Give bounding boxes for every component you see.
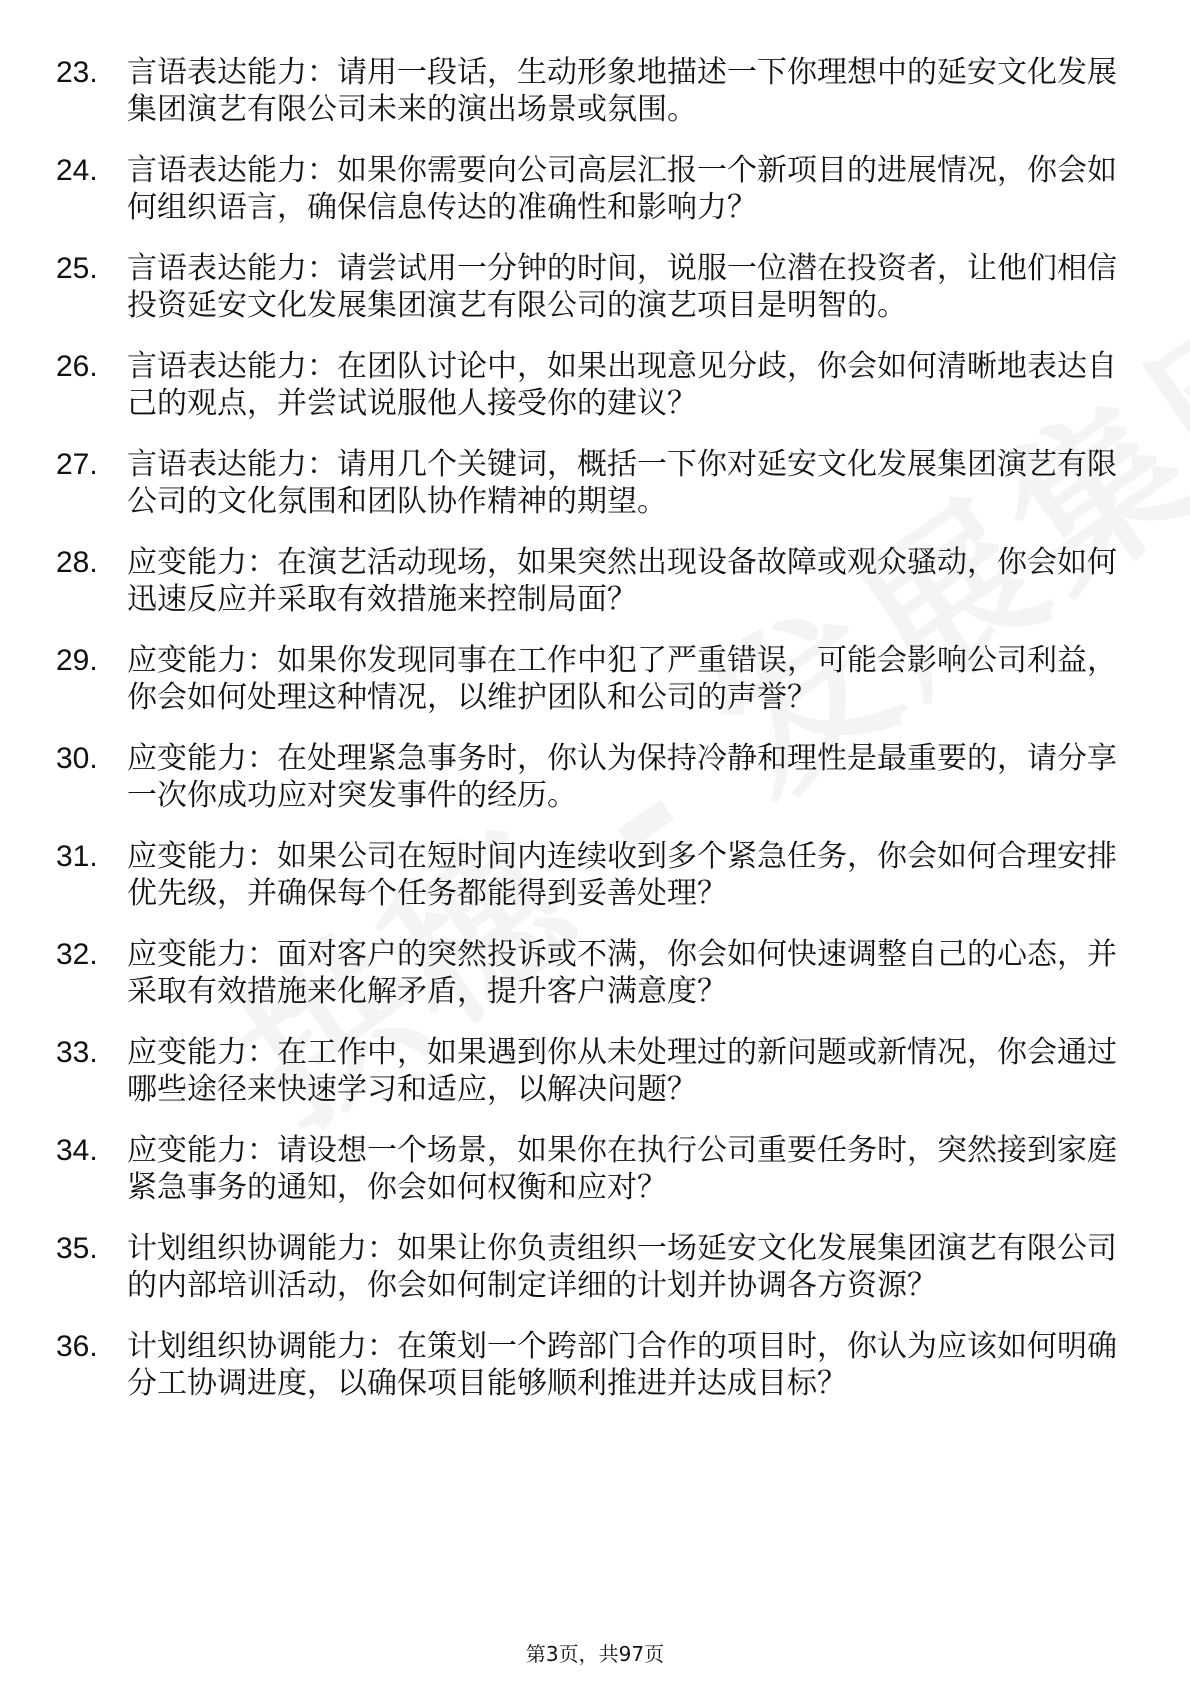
question-number: 27. [56,448,98,481]
question-number: 28. [56,546,98,579]
page-footer: 第3页，共97页 [525,1642,665,1666]
question-item [0,838,1117,912]
question-item [0,152,1117,226]
question-item [0,1132,1117,1206]
question-item [0,1230,1117,1304]
question-text: 言语表达能力：请用几个关键词，概括一下你对延安文化发展集团演艺有限公司的文化氛围和团队协作精神的期望。 [127,447,1117,519]
question-text: 计划组织协调能力：在策划一个跨部门合作的项目时，你认为应该如何明确分工协调进度，以确保项目能够顺利推进并达成目标？ [127,1329,1117,1401]
question-number: 23. [56,56,98,89]
question-item [0,544,1117,618]
question-item [0,348,1117,422]
question-text: 应变能力：请设想一个场景，如果你在执行公司重要任务时，突然接到家庭紧急事务的通知，你会如何权衡和应对？ [127,1133,1117,1205]
question-number: 32. [56,938,98,971]
question-number: 30. [56,742,98,775]
question-text: 言语表达能力：请尝试用一分钟的时间，说服一位潜在投资者，让他们相信投资延安文化发展集团演艺有限公司的演艺项目是明智的。 [127,251,1117,323]
question-text: 应变能力：在工作中，如果遇到你从未处理过的新问题或新情况，你会通过哪些途径来快速学习和适应，以解决问题？ [127,1035,1117,1107]
question-text: 应变能力：如果公司在短时间内连续收到多个紧急任务，你会如何合理安排优先级，并确保每个任务都能得到妥善处理？ [127,839,1117,911]
question-text: 应变能力：面对客户的突然投诉或不满，你会如何快速调整自己的心态，并采取有效措施来化解矛盾，提升客户满意度？ [127,937,1117,1009]
question-number: 33. [56,1036,98,1069]
question-number: 24. [56,154,98,187]
question-number: 35. [56,1232,98,1265]
question-list [0,54,1190,1426]
question-text: 计划组织协调能力：如果让你负责组织一场延安文化发展集团演艺有限公司的内部培训活动，你会如何制定详细的计划并协调各方资源？ [127,1231,1117,1303]
question-number: 36. [56,1330,98,1363]
question-item [0,1034,1117,1108]
question-text: 言语表达能力：在团队讨论中，如果出现意见分歧，你会如何清晰地表达自己的观点，并尝试说服他人接受你的建议？ [127,349,1117,421]
question-number: 29. [56,644,98,677]
question-item [0,250,1117,324]
question-item [0,936,1117,1010]
question-item [0,54,1117,128]
question-text: 应变能力：在演艺活动现场，如果突然出现设备故障或观众骚动，你会如何迅速反应并采取有效措施来控制局面？ [127,545,1117,617]
question-item [0,446,1117,520]
question-number: 25. [56,252,98,285]
question-number: 26. [56,350,98,383]
question-text: 应变能力：在处理紧急事务时，你认为保持冷静和理性是最重要的，请分享一次你成功应对突发事件的经历。 [127,741,1117,813]
question-text: 应变能力：如果你发现同事在工作中犯了严重错误，可能会影响公司利益，你会如何处理这种情况，以维护团队和公司的声誉？ [127,643,1117,715]
question-item [0,740,1117,814]
question-item [0,1328,1117,1402]
question-item [0,642,1117,716]
question-text: 言语表达能力：请用一段话，生动形象地描述一下你理想中的延安文化发展集团演艺有限公司未来的演出场景或氛围。 [127,55,1117,127]
question-text: 言语表达能力：如果你需要向公司高层汇报一个新项目的进展情况，你会如何组织语言，确保信息传达的准确性和影响力？ [127,153,1117,225]
question-number: 34. [56,1134,98,1167]
question-number: 31. [56,840,98,873]
